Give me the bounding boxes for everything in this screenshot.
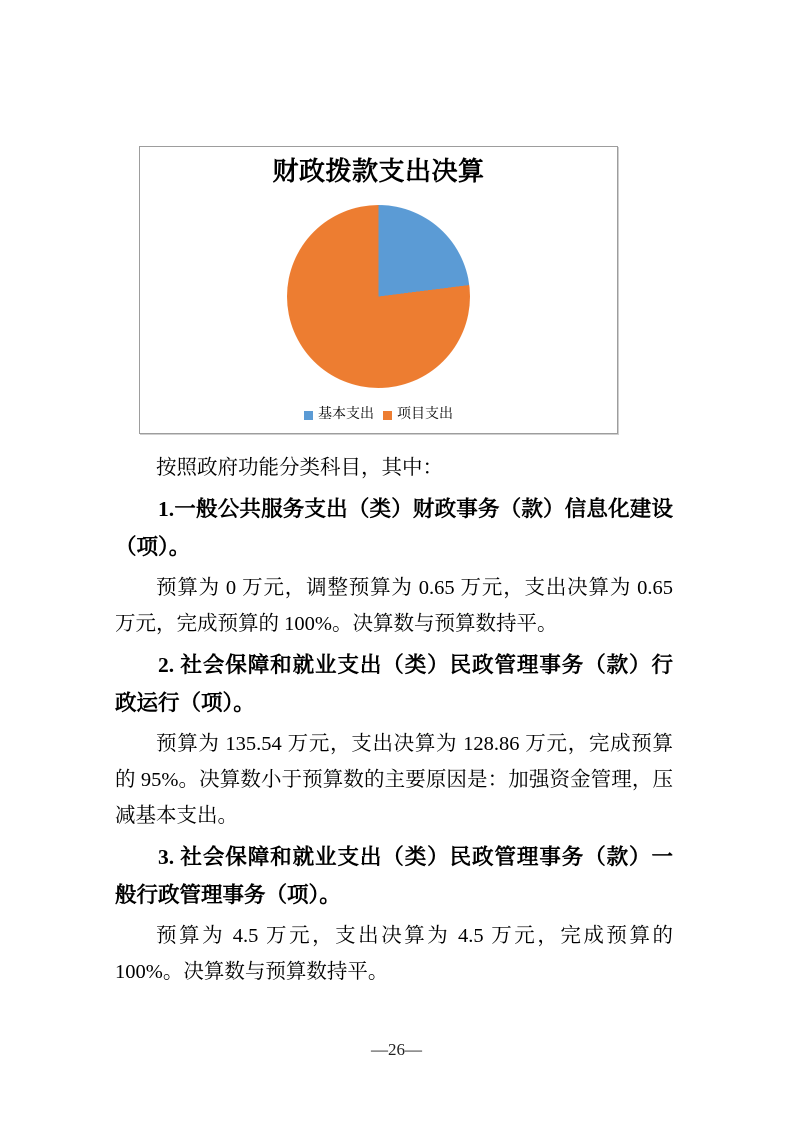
legend-label-basic-expenditure: 基本支出 <box>318 407 374 422</box>
page-number: —26— <box>371 1040 422 1059</box>
legend-label-project-expenditure: 项目支出 <box>397 407 453 422</box>
paragraph-heading-1: 1.一般公共服务支出（类）财政事务（款）信息化建设（项）。 <box>115 497 673 559</box>
paragraph-heading-2: 2. 社会保障和就业支出（类）民政管理事务（款）行政运行（项）。 <box>115 653 673 715</box>
chart-legend <box>140 408 617 422</box>
legend-item-project-expenditure <box>383 408 453 422</box>
pie-chart <box>287 205 470 388</box>
paragraph-detail-3: 预算为 4.5 万元，支出决算为 4.5 万元，完成预算的 100%。决算数与预算数持平。 <box>115 925 673 983</box>
legend-swatch-project-expenditure-icon <box>383 411 392 420</box>
paragraph-detail-1: 预算为 0 万元，调整预算为 0.65 万元，支出决算为 0.65 万元，完成预算的 100%。决算数与预算数持平。 <box>115 577 673 635</box>
body-text <box>115 450 673 994</box>
legend-item-basic-expenditure <box>304 408 374 422</box>
expenditure-pie-chart-panel <box>139 146 618 434</box>
legend-swatch-basic-expenditure-icon <box>304 411 313 420</box>
chart-title: 财政拨款支出决算 <box>272 157 485 186</box>
paragraph-intro: 按照政府功能分类科目，其中： <box>156 457 443 479</box>
paragraph-heading-3: 3. 社会保障和就业支出（类）民政管理事务（款）一般行政管理事务（项）。 <box>115 845 673 907</box>
paragraph-detail-2: 预算为 135.54 万元，支出决算为 128.86 万元，完成预算的 95%。决算数小于预算数的主要原因是：加强资金管理，压减基本支出。 <box>115 733 673 827</box>
